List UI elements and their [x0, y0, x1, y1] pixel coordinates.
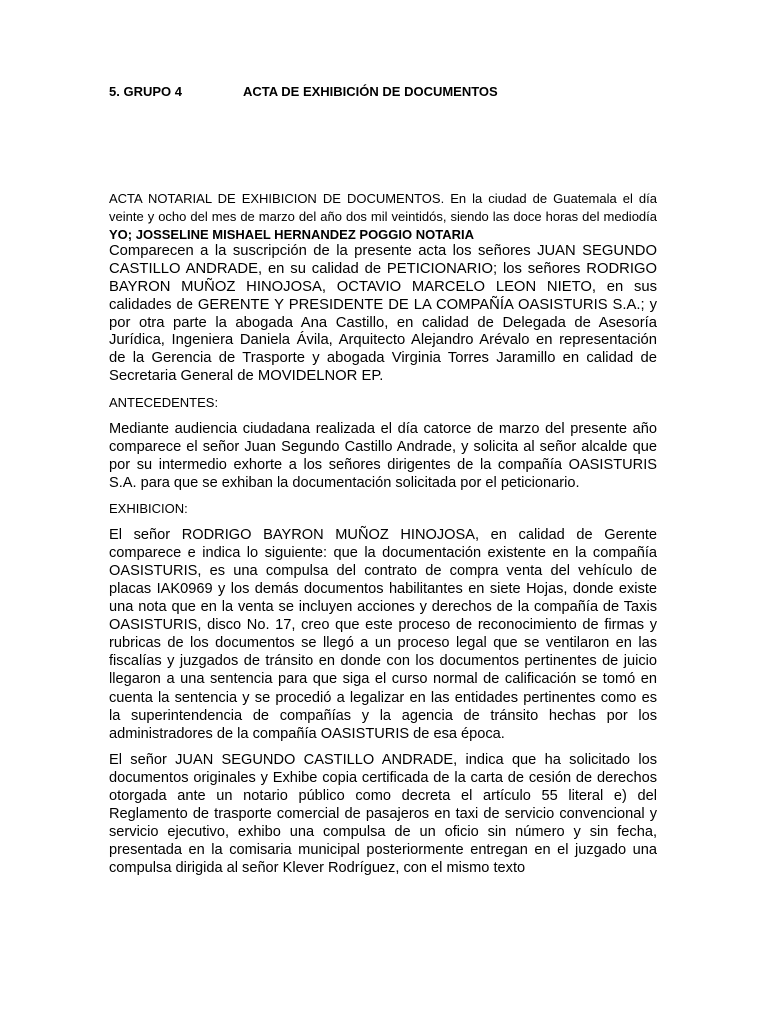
document-title: ACTA DE EXHIBICIÓN DE DOCUMENTOS	[243, 84, 498, 99]
document-body	[109, 190, 657, 878]
notary-name: YO; JOSSELINE MISHAEL HERNANDEZ POGGIO NOTARIA	[109, 226, 474, 242]
intro-line-3: del mediodía	[582, 208, 657, 224]
antecedentes-paragraph: Mediante audiencia ciudadana realizada el día catorce de marzo del presente año comparece el señor Juan Segundo Castillo Andrade, y solicita al señor alcalde que por su intermedio exhorte a los señores dirigentes de la compañía OASISTURIS S.A. para que se exhiban la documentación solicitada por el peticionario.	[109, 420, 657, 491]
intro-line-1: ACTA NOTARIAL DE EXHIBICION DE DOCUMENTOS. En la ciudad de Guatemala el	[109, 191, 633, 206]
exhibicion-label: EXHIBICION:	[109, 500, 188, 516]
group-label: 5. GRUPO 4	[109, 84, 182, 99]
antecedentes-label: ANTECEDENTES:	[109, 394, 219, 410]
exhibicion-paragraph-1: El señor RODRIGO BAYRON MUÑOZ HINOJOSA, en calidad de Gerente comparece e indica lo siguiente: que la documentación existente en la compañía OASISTURIS, es una compulsa del contrato de compra venta del vehículo de placas IAK0969 y los demás documentos habilitantes en siete Hojas, donde existe una nota que en la venta se incluyen acciones y derechos de la compañía de Taxis OASISTURIS, disco No. 17, creo que este proceso de reconocimiento de firmas y rubricas de los documentos se llegó a un proceso legal que se ventilaron en las fiscalías y juzgados de tránsito en donde con los documentos pertinentes de juicio llegaron a una sentencia para que siga el curso normal de calificación se tomó en cuenta la sentencia y se procedió a legalizar en las entidades pertinentes como es la superintendencia de compañías y la agencia de tránsito hechas por los administradores de la compañía OASISTURIS de esa época.	[109, 526, 657, 742]
intro-paragraph	[109, 190, 657, 243]
comparecencia-paragraph: Comparecen a la suscripción de la presente acta los señores JUAN SEGUNDO CASTILLO ANDRADE, en su calidad de PETICIONARIO; los señores RODRIGO BAYRON MUÑOZ HINOJOSA, OCTAVIO MARCELO LEON NIETO, en sus calidades de GERENTE Y PRESIDENTE DE LA COMPAÑÍA OASISTURIS S.A.; y por otra parte la abogada Ana Castillo, en calidad de Delegada de Asesoría Jurídica, Ingeniera Daniela Ávila, Arquitecto Alejandro Arévalo en representación de la Gerencia de Trasporte y abogada Virginia Torres Jaramillo en calidad de Secretaria General de MOVIDELNOR EP.	[109, 243, 657, 384]
exhibicion-paragraph-2: El señor JUAN SEGUNDO CASTILLO ANDRADE, indica que ha solicitado los documentos originales y Exhibe copia certificada de la carta de cesión de derechos otorgada ante un notario público como decreta el artículo 55 literal e) del Reglamento de trasporte comercial de pasajeros en taxi de servicio convencional y servicio ejecutivo, exhibo una compulsa de un oficio sin número y sin fecha, presentada en la comisaria municipal posteriormente entregan en el juzgado una compulsa dirigida al señor Klever Rodríguez, con el mismo texto	[109, 751, 657, 877]
intro-line-2: día veinte y ocho del mes de marzo del año dos mil veintidós, siendo las doce horas	[109, 191, 657, 224]
